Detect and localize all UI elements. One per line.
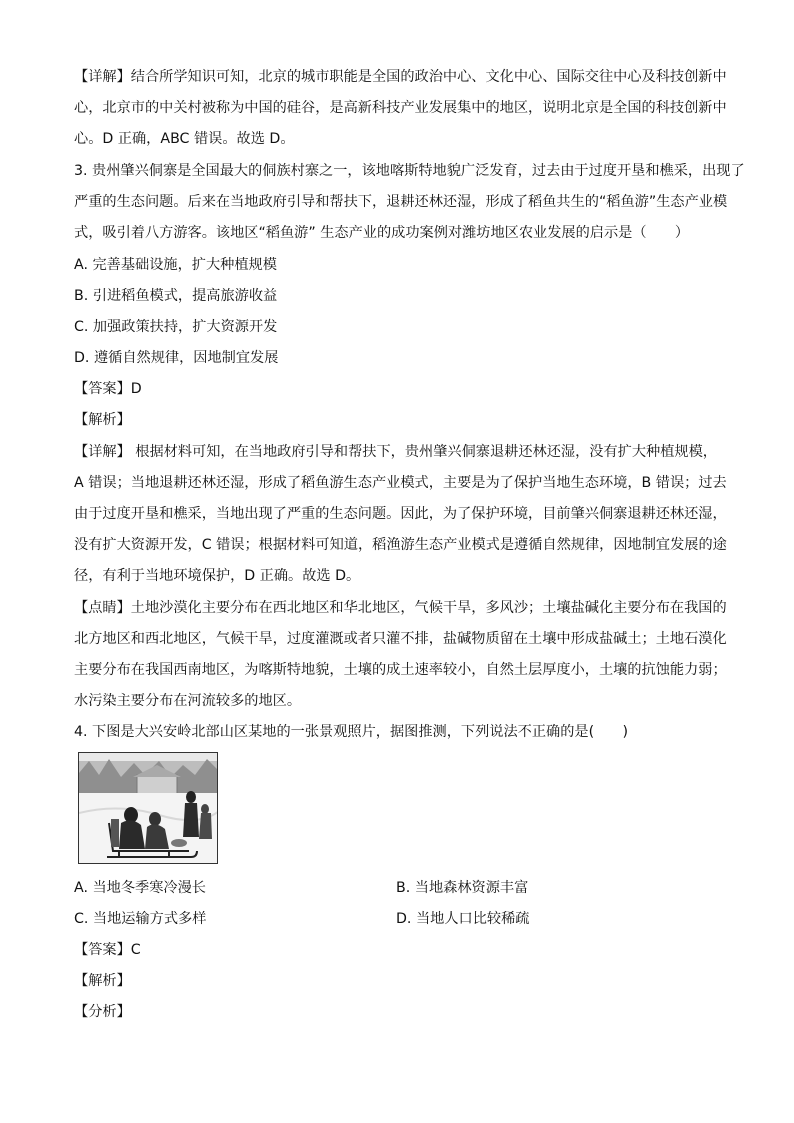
text-line: 【详解】结合所学知识可知，北京的城市职能是全国的政治中心、文化中心、国际交往中心及科技创新中	[74, 69, 727, 85]
option-b: B. 引进稻鱼模式，提高旅游收益	[74, 288, 278, 304]
analysis-label: 【解析】	[74, 973, 131, 989]
option-c: C. 加强政策扶持，扩大资源开发	[74, 319, 278, 335]
option-a: A. 当地冬季寒冷漫长	[74, 880, 206, 896]
breakdown-label: 【分析】	[74, 1004, 131, 1020]
option-c: C. 当地运输方式多样	[74, 911, 207, 927]
text-line: 没有扩大资源开发，C 错误；根据材料可知道，稻渔游生态产业模式是遵循自然规律，因地制宜发展的途	[74, 537, 727, 553]
text-line: 径，有利于当地环境保护，D 正确。故选 D。	[74, 568, 361, 584]
text-line: 主要分布在我国西南地区，为喀斯特地貌，土壤的成土速率较小，自然土层厚度小，土壤的抗蚀能力弱；	[74, 662, 727, 678]
text-line: 心。D 正确，ABC 错误。故选 D。	[74, 131, 295, 147]
text-line: 严重的生态问题。后来在当地政府引导和帮扶下，退耕还林还湿，形成了稻鱼共生的“稻鱼游”生态产业模	[74, 194, 728, 210]
text-line: 水污染主要分布在河流较多的地区。	[74, 693, 302, 709]
option-d: D. 当地人口比较稀疏	[396, 911, 530, 927]
answer-label: 【答案】D	[74, 381, 142, 397]
landscape-photo	[78, 752, 218, 864]
tip-paragraph: 【点睛】土地沙漠化主要分布在西北地区和华北地区，气候干旱，多风沙；土壤盐碱化主要分布在我国的	[74, 600, 727, 616]
answer-label: 【答案】C	[74, 942, 141, 958]
text-line: 式，吸引着八方游客。该地区“稻鱼游” 生态产业的成功案例对潍坊地区农业发展的启示是（ ）	[74, 225, 690, 241]
detail-paragraph: 【详解】 根据材料可知，在当地政府引导和帮扶下，贵州肇兴侗寨退耕还林还湿，没有扩大种植规模，	[74, 444, 717, 460]
option-d: D. 遵循自然规律，因地制宜发展	[74, 350, 279, 366]
option-a: A. 完善基础设施，扩大种植规模	[74, 257, 277, 273]
text-line: 北方地区和西北地区，气候干旱，过度灌溉或者只灌不排，盐碱物质留在土壤中形成盐碱土；土地石漠化	[74, 631, 727, 647]
text-line: 心，北京市的中关村被称为中国的硅谷，是高新科技产业发展集中的地区，说明北京是全国的科技创新中	[74, 100, 727, 116]
option-b: B. 当地森林资源丰富	[396, 880, 529, 896]
analysis-label: 【解析】	[74, 412, 131, 428]
question-4-stem: 4. 下图是大兴安岭北部山区某地的一张景观照片，据图推测，下列说法不正确的是( )	[74, 724, 629, 740]
question-3-stem: 3. 贵州肇兴侗寨是全国最大的侗族村寨之一，该地喀斯特地貌广泛发育，过去由于过度开垦和樵采，出现了	[74, 163, 745, 179]
text-line: A 错误；当地退耕还林还湿，形成了稻鱼游生态产业模式，主要是为了保护当地生态环境，B 错误；过去	[74, 475, 727, 491]
text-line: 由于过度开垦和樵采，当地出现了严重的生态问题。因此，为了保护环境，目前肇兴侗寨退耕还林还湿，	[74, 506, 727, 522]
